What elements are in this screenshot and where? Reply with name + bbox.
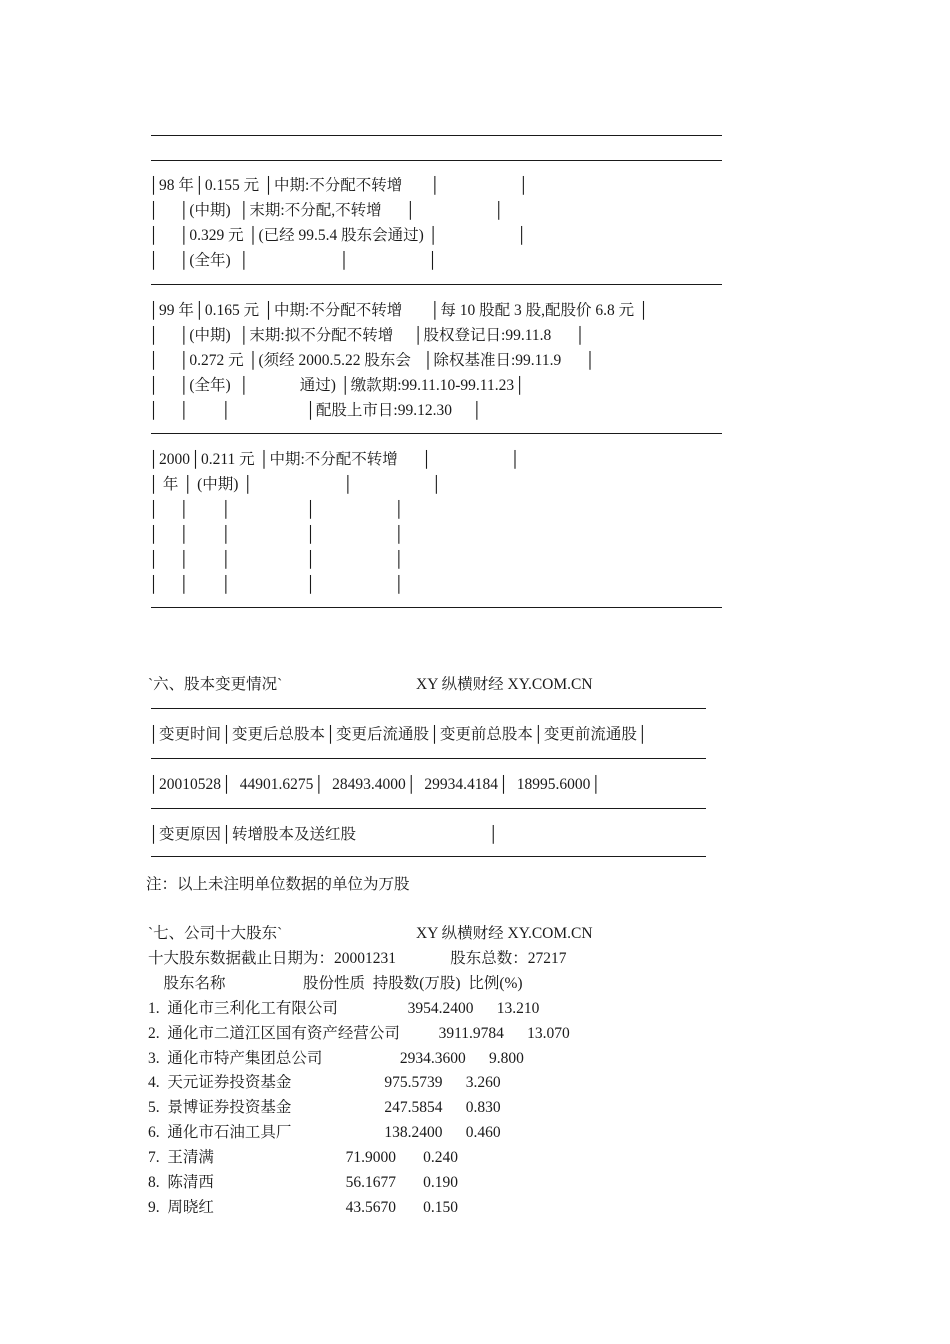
dividend-line: │ │ │ │ │ (148, 526, 405, 543)
holder-row: 2. 通化市二道江区国有资产经营公司 3911.9784 13.070 (148, 1025, 570, 1042)
holder-summary: 十大股东数据截止日期为：20001231 股东总数：27217 (148, 950, 567, 967)
dividend-line: │ │(中期) │末期:拟不分配不转增 │股权登记日:99.11.8 │ (148, 327, 586, 344)
table-border-line (151, 433, 722, 434)
table-border-line (151, 607, 722, 608)
dividend-line: │ │ │ │ │ (148, 551, 405, 568)
dividend-line: │ │ │ │ │ (148, 501, 405, 518)
dividend-line: │ │(全年) │ 通过) │缴款期:99.11.10-99.11.23│ (148, 377, 526, 394)
holder-row: 6. 通化市石油工具厂 138.2400 0.460 (148, 1124, 501, 1141)
share-change-header: │变更时间│变更后总股本│变更后流通股│变更前总股本│变更前流通股│ (148, 726, 648, 743)
dividend-line: │ 年 │ (中期) │ │ │ (148, 476, 442, 493)
dividend-line: │99 年│0.165 元 │中期:不分配不转增 │每 10 股配 3 股,配股价 6.8 元 │ (148, 302, 649, 319)
holder-header: 股东名称 股份性质 持股数(万股) 比例(%) (148, 975, 523, 992)
source-label: XY 纵横财经 XY.COM.CN (416, 676, 593, 693)
dividend-line: │ │0.329 元 │(已经 99.5.4 股东会通过) │ │ (148, 227, 528, 244)
dividend-line: │98 年│0.155 元 │中期:不分配不转增 │ │ (148, 177, 529, 194)
dividend-line: │ │0.272 元 │(须经 2000.5.22 股东会 │除权基准日:99.11.9 │ (148, 352, 596, 369)
table-border-line (151, 856, 706, 857)
share-change-row: │20010528│ 44901.6275│ 28493.4000│ 29934.4184│ 18995.6000│ (148, 776, 602, 793)
holder-row: 7. 王清满 71.9000 0.240 (148, 1149, 459, 1166)
table-border-line (151, 808, 706, 809)
share-change-reason: │变更原因│转增股本及送红股 │ (148, 826, 499, 843)
holder-row: 1. 通化市三利化工有限公司 3954.2400 13.210 (148, 1000, 540, 1017)
dividend-line: │2000│0.211 元 │中期:不分配不转增 │ │ (148, 451, 521, 468)
dividend-line: │ │(全年) │ │ │ (148, 252, 438, 269)
source-label: XY 纵横财经 XY.COM.CN (416, 925, 593, 942)
dividend-line: │ │ │ │ │ (148, 576, 405, 593)
section-title: `七、公司十大股东` (148, 925, 283, 942)
holder-row: 8. 陈清西 56.1677 0.190 (148, 1174, 459, 1191)
dividend-line: │ │(中期) │末期:不分配,不转增 │ │ (148, 202, 505, 219)
table-border-line (151, 758, 706, 759)
dividend-line: │ │ │ │配股上市日:99.12.30 │ (148, 402, 483, 419)
holder-row: 3. 通化市特产集团总公司 2934.3600 9.800 (148, 1050, 524, 1067)
unit-note: 注：以上未注明单位数据的单位为万股 (146, 876, 410, 893)
holder-row: 5. 景博证券投资基金 247.5854 0.830 (148, 1099, 501, 1116)
table-border-line (151, 284, 722, 285)
section-title: `六、股本变更情况` (148, 676, 283, 693)
table-border-line (151, 135, 722, 136)
holder-row: 4. 天元证券投资基金 975.5739 3.260 (148, 1074, 501, 1091)
table-border-line (151, 708, 706, 709)
table-border-line (151, 160, 722, 161)
holder-row: 9. 周晓红 43.5670 0.150 (148, 1199, 459, 1216)
